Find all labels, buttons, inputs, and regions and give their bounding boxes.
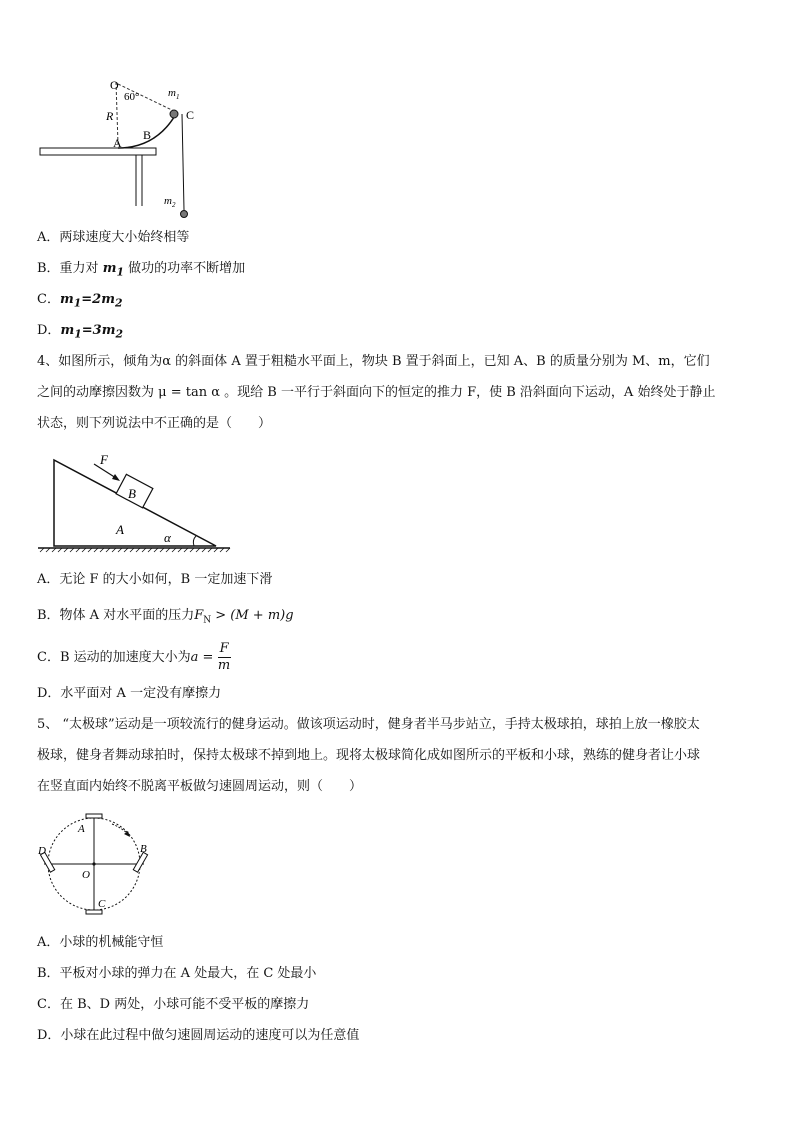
q3-option-d: D．$m_1=3m_2$ [37, 323, 124, 341]
q3-option-b: B．重力对 $m_1$ 做功的功率不断增加 [37, 261, 246, 279]
label-a: A [113, 136, 122, 150]
rotation-arrow [112, 824, 128, 834]
label-b: B [140, 843, 147, 855]
label-m1: $m_1$ [168, 87, 180, 101]
figure-track-pulley [36, 72, 206, 222]
q4-stem-line1: 4、如图所示，倾角为α 的斜面体 A 置于粗糙水平面上，物块 B 置于斜面上，已知 A、B 的质量分别为 M、m，它们 [37, 354, 710, 369]
label-b: B [143, 128, 152, 142]
label-c: C [186, 108, 195, 122]
q5-option-c: C．在 B、D 两处，小球可能不受平板的摩擦力 [37, 997, 310, 1012]
paddle-c [86, 910, 102, 914]
label-o: O [82, 869, 90, 881]
q5-option-a: A．小球的机械能守恒 [37, 935, 164, 950]
q3-option-c: C．$m_1=2m_2$ [37, 292, 123, 310]
q5-stem-line3: 在竖直面内始终不脱离平板做匀速圆周运动，则（ ） [37, 779, 363, 794]
q4-option-b: B．物体 A 对水平面的压力$F_N > (M + m)g$ [37, 608, 294, 626]
paddle-a [86, 814, 102, 818]
fraction-f-over-m: $\frac{F}{m}$ [217, 641, 231, 673]
q5-option-b: B．平板对小球的弹力在 A 处最大，在 C 处最小 [37, 966, 317, 981]
label-m2: $m_2$ [164, 195, 176, 209]
label-f: F [100, 452, 108, 467]
q4-stem-line3: 状态，则下列说法中不正确的是（ ） [37, 416, 272, 431]
force-arrow-head [112, 474, 120, 481]
string [182, 114, 184, 210]
label-block-b: B [128, 486, 136, 501]
label-c: C [98, 898, 106, 910]
q3-option-a: A．两球速度大小始终相等 [37, 230, 190, 245]
paddle-b [133, 852, 147, 872]
label-incline-a: A [116, 522, 124, 537]
label-a: A [78, 823, 85, 835]
label-alpha: α [164, 530, 171, 545]
q4-option-d: D．水平面对 A 一定没有摩擦力 [37, 686, 222, 701]
center-o [92, 862, 95, 865]
q5-stem-line2: 极球，健身者舞动球拍时，保持太极球不掉到地上。现将太极球简化成如图所示的平板和小球，熟练的健身者让小球 [37, 748, 701, 763]
ball-m2 [181, 211, 188, 218]
q4-stem-line2: 之间的动摩擦因数为 μ = tan α 。现给 B 一平行于斜面向下的恒定的推力 F，使 B 沿斜面向下运动，A 始终处于静止 [37, 385, 716, 400]
angle-arc [193, 536, 196, 546]
q4-option-a: A．无论 F 的大小如何，B 一定加速下滑 [37, 572, 273, 587]
table-top [40, 148, 156, 155]
label-angle: 60° [124, 91, 140, 103]
q5-stem-line1: 5、 “太极球”运动是一项较流行的健身运动。做该项运动时，健身者半马步站立，手持太极球拍，球拍上放一橡胶太 [37, 717, 700, 732]
label-r: R [106, 109, 114, 123]
ball-m1 [170, 110, 178, 118]
label-o: O [110, 78, 119, 92]
q5-option-d: D．小球在此过程中做匀速圆周运动的速度可以为任意值 [37, 1028, 360, 1043]
label-d: D [38, 845, 46, 857]
figure-circle [36, 812, 166, 922]
figure-incline [36, 448, 236, 558]
q4-option-c: C．B 运动的加速度大小为a = $\frac{F}{m}$ [37, 641, 231, 673]
